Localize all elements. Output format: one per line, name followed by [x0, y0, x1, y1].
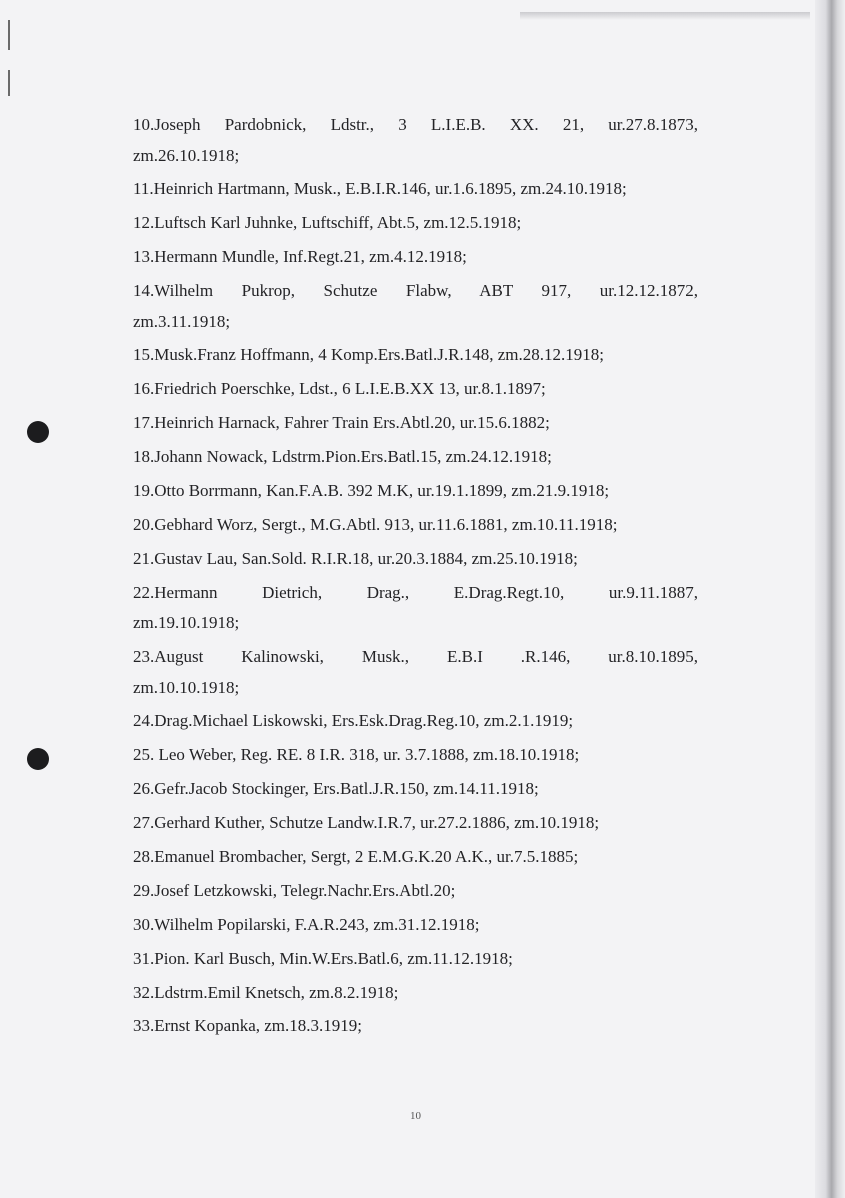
entry-line: 14.Wilhelm Pukrop, Schutze Flabw, ABT 917, ur.12.12.1872, — [133, 281, 698, 301]
scan-shadow — [520, 12, 810, 20]
entry-line-continuation: zm.3.11.1918; — [133, 311, 231, 331]
entry-line-continuation: zm.26.10.1918; — [133, 145, 240, 165]
punch-hole — [27, 748, 49, 770]
scan-margin-mark — [8, 20, 10, 50]
list-item: 17.Heinrich Harnack, Fahrer Train Ers.Abtl.20, ur.15.6.1882; — [133, 413, 550, 433]
list-item: 28.Emanuel Brombacher, Sergt, 2 E.M.G.K.20 A.K., ur.7.5.1885; — [133, 847, 579, 867]
list-item: 30.Wilhelm Popilarski, F.A.R.243, zm.31.12.1918; — [133, 914, 480, 934]
list-item: 19.Otto Borrmann, Kan.F.A.B. 392 M.K, ur.19.1.1899, zm.21.9.1918; — [133, 481, 610, 501]
list-item — [133, 276, 698, 337]
entry-list — [133, 110, 698, 1045]
entry-line: 23.August Kalinowski, Musk., E.B.I .R.146, ur.8.10.1895, — [133, 647, 698, 667]
entry-line: 22.Hermann Dietrich, Drag., E.Drag.Regt.10, ur.9.11.1887, — [133, 582, 698, 602]
list-item: 18.Johann Nowack, Ldstrm.Pion.Ers.Batl.15, zm.24.12.1918; — [133, 447, 552, 467]
list-item: 16.Friedrich Poerschke, Ldst., 6 L.I.E.B.XX 13, ur.8.1.1897; — [133, 379, 546, 399]
entry-line: 10.Joseph Pardobnick, Ldstr., 3 L.I.E.B. XX. 21, ur.27.8.1873, — [133, 115, 698, 134]
list-item: 25. Leo Weber, Reg. RE. 8 I.R. 318, ur. 3.7.1888, zm.18.10.1918; — [133, 745, 580, 765]
punch-hole — [27, 421, 49, 443]
list-item: 13.Hermann Mundle, Inf.Regt.21, zm.4.12.1918; — [133, 247, 467, 267]
list-item: 32.Ldstrm.Emil Knetsch, zm.8.2.1918; — [133, 982, 399, 1002]
list-item: 20.Gebhard Worz, Sergt., M.G.Abtl. 913, ur.11.6.1881, zm.10.11.1918; — [133, 514, 618, 534]
list-item: 21.Gustav Lau, San.Sold. R.I.R.18, ur.20.3.1884, zm.25.10.1918; — [133, 548, 578, 568]
list-item — [133, 110, 698, 171]
list-item — [133, 578, 698, 639]
entry-line-continuation: zm.19.10.1918; — [133, 613, 240, 633]
list-item: 11.Heinrich Hartmann, Musk., E.B.I.R.146, ur.1.6.1895, zm.24.10.1918; — [133, 179, 627, 199]
list-item: 31.Pion. Karl Busch, Min.W.Ers.Batl.6, zm.11.12.1918; — [133, 948, 513, 968]
list-item: 27.Gerhard Kuther, Schutze Landw.I.R.7, ur.27.2.1886, zm.10.1918; — [133, 813, 600, 833]
page-number: 10 — [410, 1110, 421, 1122]
list-item: 26.Gefr.Jacob Stockinger, Ers.Batl.J.R.150, zm.14.11.1918; — [133, 779, 539, 799]
entry-line-continuation: zm.10.10.1918; — [133, 677, 240, 697]
page-edge — [815, 0, 845, 1198]
list-item: 24.Drag.Michael Liskowski, Ers.Esk.Drag.Reg.10, zm.2.1.1919; — [133, 711, 574, 731]
list-item: 29.Josef Letzkowski, Telegr.Nachr.Ers.Abtl.20; — [133, 880, 456, 900]
list-item — [133, 642, 698, 703]
list-item: 12.Luftsch Karl Juhnke, Luftschiff, Abt.5, zm.12.5.1918; — [133, 213, 522, 233]
scan-margin-mark — [8, 70, 10, 96]
list-item: 15.Musk.Franz Hoffmann, 4 Komp.Ers.Batl.J.R.148, zm.28.12.1918; — [133, 345, 604, 365]
list-item: 33.Ernst Kopanka, zm.18.3.1919; — [133, 1016, 362, 1036]
